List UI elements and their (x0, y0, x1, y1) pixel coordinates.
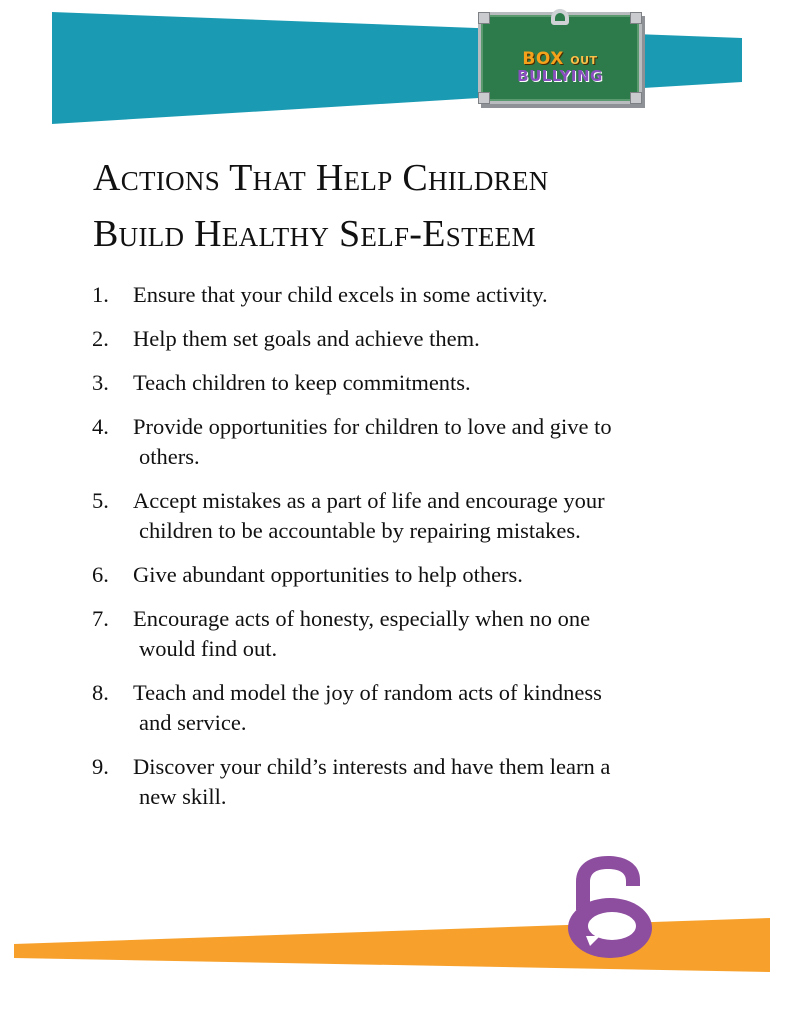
list-item (92, 604, 712, 664)
actions-list (92, 280, 712, 826)
title-line-2: Build Healthy Self-Esteem (93, 213, 536, 255)
list-item-text: Teach children to keep commitments. (133, 370, 471, 395)
list-item-text: Ensure that your child excels in some activity. (133, 282, 548, 307)
list-item-number: 5. (92, 488, 109, 513)
logo-word-out: OUT (570, 54, 598, 67)
list-item-number: 2. (92, 326, 109, 351)
list-item-number: 7. (92, 606, 109, 631)
list-item (92, 678, 712, 738)
list-item-text-continued: others. (139, 444, 200, 469)
logo-corner (478, 12, 490, 24)
padlock-hole (588, 912, 636, 940)
list-item-text-continued: new skill. (139, 784, 227, 809)
logo-corner (630, 12, 642, 24)
list-item-number: 8. (92, 680, 109, 705)
list-item-text-continued: and service. (139, 710, 247, 735)
list-item-text: Give abundant opportunities to help others. (133, 562, 523, 587)
bottom-orange-banner (0, 900, 791, 1000)
list-item-text-continued: would find out. (139, 636, 278, 661)
list-item (92, 560, 712, 590)
list-item-number: 6. (92, 562, 109, 587)
top-teal-banner (0, 0, 791, 140)
list-item-text: Provide opportunities for children to love and give to (133, 414, 612, 439)
list-item-text: Accept mistakes as a part of life and encourage your (133, 488, 605, 513)
list-item-text-continued: children to be accountable by repairing mistakes. (139, 518, 581, 543)
list-item-number: 4. (92, 414, 109, 439)
page-title (93, 150, 733, 262)
list-item (92, 324, 712, 354)
logo-line-1 (481, 49, 639, 69)
logo-corner (478, 92, 490, 104)
padlock-icon (551, 9, 569, 25)
list-item (92, 280, 712, 310)
list-item (92, 486, 712, 546)
list-item-number: 1. (92, 282, 109, 307)
open-padlock-icon (560, 852, 660, 962)
list-item-number: 9. (92, 754, 109, 779)
list-item (92, 752, 712, 812)
logo-corner (630, 92, 642, 104)
list-item-text: Discover your child’s interests and have them learn a (133, 754, 611, 779)
title-line-1: Actions That Help Children (93, 157, 549, 199)
list-item-text: Help them set goals and achieve them. (133, 326, 480, 351)
logo-word-bullying: BULLYING (517, 67, 603, 85)
logo-word-box: BOX (522, 49, 564, 69)
list-item-text: Teach and model the joy of random acts of kindness (133, 680, 602, 705)
list-item (92, 368, 712, 398)
list-item-text: Encourage acts of honesty, especially when no one (133, 606, 591, 631)
box-out-bullying-logo (478, 12, 642, 104)
list-item-number: 3. (92, 370, 109, 395)
list-item (92, 412, 712, 472)
